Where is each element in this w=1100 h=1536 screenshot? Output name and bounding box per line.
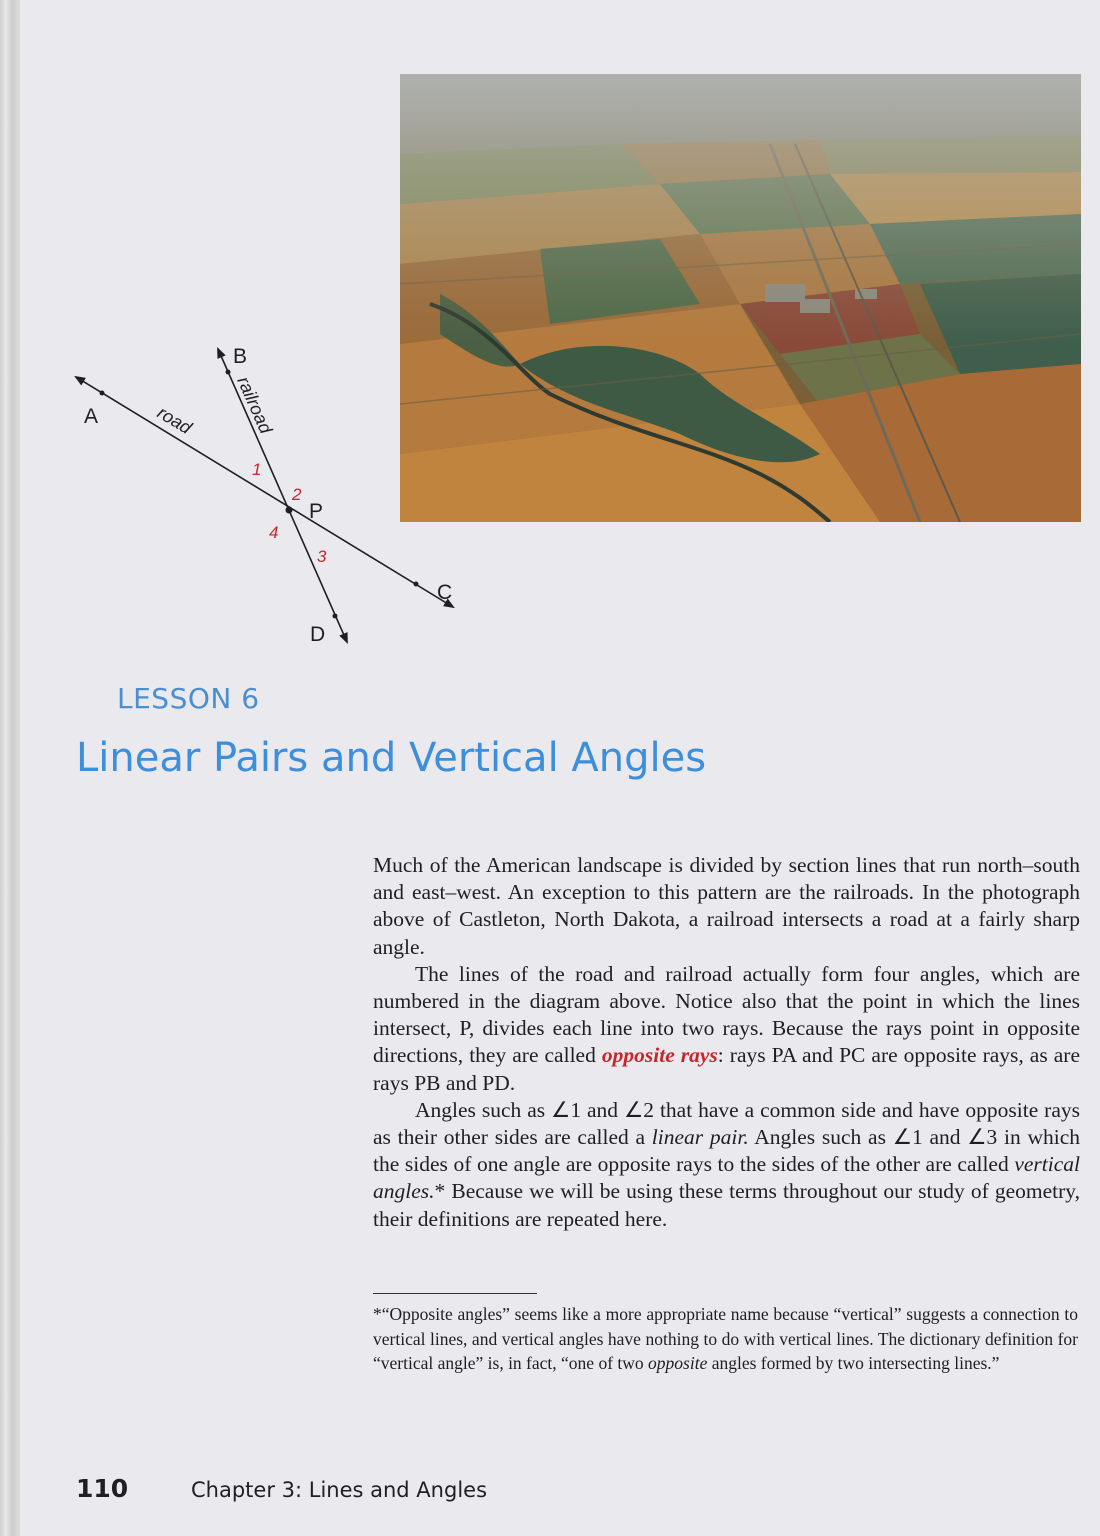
body-paragraph-2: [373, 961, 1080, 1097]
body-paragraph-1: Much of the American landscape is divided by section lines that run north–south and east–west. An exception to this pattern are the railroads. In the photograph above of Castleton, North Dakota, a railroad intersects a road at a fairly sharp angle.: [373, 853, 1080, 959]
railroad-line: [218, 349, 347, 642]
lesson-number: LESSON 6: [117, 682, 260, 715]
label-railroad: railroad: [233, 373, 277, 437]
footnote-span: *“Opposite angles” seems like a more appropriate name because “vertical” suggests a connection to vertical lines, and vertical angles have nothing to do with vertical lines. The dictionary definition for “vertical angle” is, in fact, “one of two: [373, 1304, 1078, 1373]
body-paragraph-3: [373, 1097, 1080, 1233]
footnote-span: angles formed by two intersecting lines.”: [707, 1353, 1000, 1373]
point-c-dot: [414, 582, 419, 587]
footnote-emphasis: opposite: [648, 1353, 708, 1373]
body-text-span: * Because we will be using these terms throughout our study of geometry, their definitions are repeated here.: [373, 1179, 1080, 1231]
body-text-span: Angles such as ∠1 and ∠2 that have a common side and have opposite rays as their other sides are called a: [373, 1097, 1080, 1150]
label-b: B: [233, 345, 248, 368]
body-text-span: : rays PA and PC are opposite rays, as are rays PB and PD.: [373, 1043, 1080, 1095]
chapter-running-footer: Chapter 3: Lines and Angles: [191, 1478, 488, 1502]
label-a: A: [84, 405, 99, 428]
lesson-title: Linear Pairs and Vertical Angles: [76, 735, 707, 781]
lesson-body: [373, 852, 1080, 1233]
body-text-span: The lines of the road and railroad actually form four angles, which are numbered in the diagram above. Notice also that the point in which the lines intersect, P, divides each line into two rays. Because the rays point in opposite directions, they are called: [373, 961, 1080, 1068]
label-c: C: [437, 581, 453, 604]
label-p: P: [309, 500, 324, 523]
angle-3-label: 3: [317, 547, 327, 566]
point-p-dot: [286, 507, 293, 514]
road-railroad-diagram: [60, 330, 480, 670]
footnote: [373, 1302, 1078, 1376]
label-d: D: [310, 623, 326, 646]
footnote-text: [373, 1302, 1078, 1376]
book-binding-edge: [0, 0, 20, 1536]
label-road: road: [153, 402, 196, 438]
intersecting-lines-diagram: [60, 330, 480, 675]
angle-1-label: 1: [252, 460, 262, 479]
footnote-divider: [373, 1293, 537, 1294]
term-vertical-angles: vertical angles.: [373, 1152, 1080, 1204]
angle-2-label: 2: [292, 485, 302, 504]
body-text-span: Angles such as ∠1 and ∠3 in which the sides of one angle are opposite rays to the sides of the other are called: [373, 1125, 1080, 1177]
term-linear-pair: linear pair.: [651, 1125, 749, 1150]
term-opposite-rays: opposite rays: [601, 1043, 718, 1068]
angle-4-label: 4: [269, 523, 279, 542]
point-a-dot: [100, 391, 105, 396]
aerial-farmland-photo: [400, 74, 1081, 522]
aerial-farmland-illustration: [400, 74, 1081, 522]
page-number: 110: [76, 1474, 129, 1503]
point-d-dot: [333, 614, 338, 619]
point-b-dot: [226, 370, 231, 375]
